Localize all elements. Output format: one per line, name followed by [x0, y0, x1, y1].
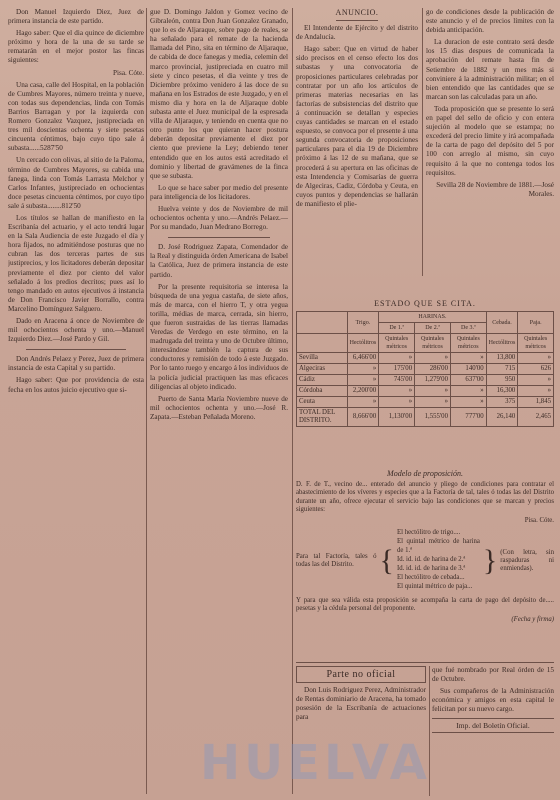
announcement-text: Hago saber: Que en virtud de haber sido precisos en el censo efecto los dos subastas y una convocatoria de proposiciones particulares celebradas por contratar por un año los artículos de primeras materias necesarias en las factorías de subsistencias del distrito que á continuación se detallan y especies cuyas cantidades se marcan en el estado espuesto, se convoca por el presente á una segunda convocatoria de proposiciones particulares para el dia 19 de Diciembre próximo á las 12 de su mañana, que se procederá á su apertura en las oficinas de esta Intendencia y Comisarías de guerra de Algeciras, Cadiz, Córdoba y Ceuta, en cuyos puntos y dependencias se hallarán de manifiesto el plie- — [296, 45, 418, 208]
table-cell: » — [518, 386, 554, 397]
table-cell: » — [379, 353, 415, 364]
unofficial-text: Don Luis Rodriguez Perez, Administrador de Rentas dominiario de Aracena, ha tomado posesión de la Escribanía de actuaciones para — [296, 686, 426, 721]
table-cell: 637'00 — [450, 375, 486, 386]
table-cell: » — [379, 397, 415, 408]
separator — [168, 237, 270, 238]
edict2-text: Hago saber: Que por providencia de esta fecha en los autos juicio ejecutivo que si- — [8, 376, 144, 394]
row-label: Córdoba — [297, 386, 348, 397]
property-field: Un cercado con olivas, al sitio de la Paloma, término de Cumbres Mayores, su cabida una fanega, linda con Tomás Larrasta Melchor y Carlos Infantes, justipreciado en ochocientas doce pesetas cincuenta céntimos, por cuyo tipo sale á subasta........812'50 — [8, 156, 144, 210]
edict-text: Hago saber: Que el dia quince de diciembre próximo y hora de la una de su tarde se rematarán en el mejor postor las fincas siguientes: — [8, 29, 144, 65]
table-cell: 175'00 — [379, 364, 415, 375]
announcement-continued: go de condiciones desde la publicación de este anuncio y el de precios límites con la debida anticipación. — [426, 8, 554, 35]
edict2-continued: gue D. Domingo Jaldon y Gomez vecino de Gibraleón, contra Don Juan Gonzalez Granado, que lo es de Aljaraque, sobre pago de reales, se ha señalado para el remate de la hacienda llamada del Pino, sita en término de Aljaraque, de cabida de doce fanegas y media, celemin del marco provincial, justipreciada en cuatro mil siete y cinco pesetas, el dia veinte y tres de Diciembre próximo venidero á las doce de su mañana en los Estrados de este Juzgado, y en el mismo dia y hora en la de Aljaraque doble subasta ante el Juez municipal de la espresada villa de Aljaraque, y teniendo en cuenta que no otro punto los que quieran hacer postura deberán depositar previamente el diez por ciento que previene la Ley; debiendo tener entendido que en los autos está acreditado el dominio y libertad de gravámenes de la finca que se subasta. — [150, 8, 288, 180]
table-cell: 1,279'00 — [415, 375, 451, 386]
price-list-note: (Con letra, sin raspaduras ni enmiendas). — [500, 548, 554, 573]
table-cell: 950 — [486, 375, 518, 386]
brace-glyph: { — [379, 543, 394, 577]
table-cell: 13,800 — [486, 353, 518, 364]
table-cell: 626 — [518, 364, 554, 375]
edict2-heading: Don Andrés Pelaez y Perez, Juez de primera instancia de esta Capital y su partido. — [8, 355, 144, 373]
table-header-cell: Paja. — [518, 312, 554, 334]
table-subheader-cell — [297, 334, 348, 353]
table-cell: » — [518, 375, 554, 386]
table-cell: » — [347, 375, 379, 386]
table-subheader-cell: Hectólitros — [347, 334, 379, 353]
column-divider — [422, 8, 423, 276]
price-list — [296, 529, 554, 592]
table-row — [297, 375, 554, 386]
edict-conditions: Los títulos se hallan de manifiesto en la Escribanía del actuario, y el acto tendrá lugar en la Sala Audiencia de este Juzgado el día y hora fijados, no admitiéndose posturas que no cubran las dos terceras partes de sus justiprecios, y los licitadores deberán depositar previamente el diez por ciento del valor señalado á los predios decritos; pues así lo tengo mandado en autos ejecutivos á instancia de Don Francisco Javier Borrallo, contra Marcelino Domínguez Salguero. — [8, 213, 144, 313]
table-header-cell: De 3.ª — [450, 323, 486, 334]
row-label: Ceuta — [297, 397, 348, 408]
table-subheader-cell: Quintales métricos — [415, 334, 451, 353]
model-signature: (Fecha y firma) — [511, 616, 554, 624]
stamp-note: Pisa. Cóte. — [113, 68, 144, 77]
column-divider — [292, 8, 293, 794]
table-cell: 140'00 — [450, 364, 486, 375]
model-title: Modelo de proposición. — [387, 469, 463, 478]
table-total-row — [297, 408, 554, 427]
table-title: ESTADO QUE SE CITA. — [374, 299, 476, 308]
price-item: Id. id. id. de harina de 3.ª — [396, 565, 466, 573]
table-subheader-cell: Quintales métricos — [518, 334, 554, 353]
table-cell: » — [415, 386, 451, 397]
separator — [26, 349, 126, 350]
edict2-signature: Huelva veinte y dos de Noviembre de mil ochocientos ochenta y uno.—Andrés Pelaez.—Por su mandado, Juan Medrano Borrego. — [150, 204, 288, 232]
table-subheader-cell: Quintales métricos — [450, 334, 486, 353]
model-place: Pisa. Cóte. — [524, 517, 554, 525]
table-subheader-cell: Quintales métricos — [379, 334, 415, 353]
price-list-scope: Para tal Factoría, tales ó todas las del Distrito. — [296, 552, 377, 568]
column-1 — [8, 8, 144, 798]
column-divider — [146, 8, 147, 794]
table-row — [297, 397, 554, 408]
unofficial-heading: Parte no oficial — [296, 666, 426, 683]
proposal-model — [296, 470, 554, 660]
column-4 — [426, 8, 554, 276]
requisition-signature: Puerto de Santa María Noviembre nueve de mil ochocientos ochenta y uno.—José R. Zapata.—Esteban Peñalada Moreno. — [150, 394, 288, 421]
table-cell: » — [379, 386, 415, 397]
table-cell: 6,466'00 — [347, 353, 379, 364]
table-cell: » — [415, 397, 451, 408]
printer-imprint: Imp. del Boletín Oficial. — [432, 718, 554, 733]
table-cell: 2,200'00 — [347, 386, 379, 397]
row-label: Algeciras — [297, 364, 348, 375]
total-cell: 8,666'00 — [347, 408, 379, 427]
model-deposit: Y para que sea válida esta proposición se acompaña la carta de pago del depósito de..... pesetas y la cédula personal del proponente. — [296, 596, 554, 612]
table-header-cell: Trigo. — [347, 312, 379, 334]
table-cell: » — [347, 364, 379, 375]
table-row — [297, 353, 554, 364]
table-header-cell: De 1.ª — [379, 323, 415, 334]
proposal-rules: Toda proposición que se presente lo será en papel del sello de oficio y con entera sujeción al modelo que se estampa; no excederá del precio límite y irá acompañada de la carta de pago del depósito del 5 por 100 con arreglo al mismo, sin cuyo requisito á la que no contenga todos los requisitos. — [426, 104, 554, 177]
column-3 — [296, 8, 418, 276]
edict-heading: Don Manuel Izquierdo Diez, Juez de primera instancia de este partido. — [8, 8, 144, 26]
total-cell: 2,465 — [518, 408, 554, 427]
unofficial-text-cont: que fué nombrado por Real órden de 15 de Octubre. — [432, 666, 554, 683]
table-cell: 16,300 — [486, 386, 518, 397]
brace-glyph: } — [482, 543, 498, 577]
table-cell: » — [450, 353, 486, 364]
requisition-text: Por la presente requisitoria se interesa la búsqueda de una yegua castaña, de siete años, más de marca, con el hierro T, y otra yegua torilla, médias de marca, cerrada, sin hierro, que fueron sustraidas de las tierras llamadas Veredas de Verdego en este término, en la madrugada del treinta y uno de Octubre último, interesándose también la captura de sus conductores y remisión de todo á este Juzgado. Por lo tanto ruego y encargo á los individuos de la policía judicial practiquen las mas eficaces diligencias al objeto indicado. — [150, 282, 288, 391]
total-cell: 26,140 — [486, 408, 518, 427]
property-house: Una casa, calle del Hospital, en la población de Cumbres Mayores, número treinta y nueve, con todas sus dependencias, linda con Tomás Barrios Barragan y por la izquierda con Romero Gonzalez Vazquez, justipreciada en tres mil doscientas ochenta y siete pesetas cincuenta céntimos, bajo cuyo tipo sale á subasta......5287'50 — [8, 80, 144, 153]
announcement-heading: ANUNCIO. — [335, 8, 379, 17]
supply-table — [296, 311, 554, 427]
contract-duration: La duracion de este contrato será desde los 15 dias despues de comunicada la aprobación del remate hasta fin de Setiembre de 1882 y un mes más si conviniere á la administración militar; en el bien entendido que las cantidades que se marcan son las calculadas para un año. — [426, 38, 554, 101]
price-item: El hectólitro de cebada... — [396, 574, 465, 582]
total-cell: 1,130'00 — [379, 408, 415, 427]
table-header-cell: Cebada. — [486, 312, 518, 334]
table-header-cell — [297, 312, 348, 334]
column-2 — [150, 8, 288, 798]
row-label: Sevilla — [297, 353, 348, 364]
row-label: Cádiz — [297, 375, 348, 386]
price-item: El quintal métrico de harina de 1.ª — [396, 538, 480, 554]
total-cell: 1,555'00 — [415, 408, 451, 427]
table-header-cell: De 2.ª — [415, 323, 451, 334]
price-item: El hectólitro de trigo.... — [396, 529, 461, 537]
unofficial-congrats: Sus compañeros de la Administración económica y amigos en esta capital le felicitan por su nuevo cargo. — [432, 687, 554, 713]
edict-signature: Dado en Aracena á once de Noviembre de mil ochocientos ochenta y uno.—Manuel Izquierdo Diez.—José Pardo y Gil. — [8, 317, 144, 344]
edict2-notice: Lo que se hace saber por medio del presente para inteligencia de los licitadores. — [150, 183, 288, 201]
announcement-signature: Sevilla 28 de Noviembre de 1881.—José Morales. — [436, 180, 554, 198]
model-text: D. F. de T., vecino de... enterado del anuncio y pliego de condiciones para contratar el abastecimiento de los víveres y especies que a la Factoría de tal, tales ó todas las del Distrito durante un año, ofrece ejecutar el servicio bajo las condiciones que se marcan y precios siguientes: — [296, 481, 554, 513]
table-subheader-cell: Hectólitros — [486, 334, 518, 353]
library-watermark: HUELVA — [200, 735, 431, 791]
table-cell: 745'00 — [379, 375, 415, 386]
price-item: El quintal métrico de paja... — [396, 583, 473, 591]
table-cell: » — [450, 386, 486, 397]
table-cell: » — [518, 353, 554, 364]
table-cell: 375 — [486, 397, 518, 408]
amount-field: 812'50 — [61, 201, 81, 210]
table-cell: 1,845 — [518, 397, 554, 408]
total-cell: 777'00 — [450, 408, 486, 427]
table-row — [297, 364, 554, 375]
announcement-authority: El Intendente de Ejército y del distrito de Andalucía. — [296, 24, 418, 42]
table-cell: » — [415, 353, 451, 364]
table-cell: 286'00 — [415, 364, 451, 375]
requisition-heading: D. José Rodriguez Zapata, Comendador de la Real y distinguida órden Americana de Isabel la Católica, Juez de primera instancia de este partido. — [150, 243, 288, 279]
price-item: Id. id. id. de harina de 2.ª — [396, 555, 466, 563]
table-cell: » — [450, 397, 486, 408]
separator — [336, 20, 378, 21]
section-rule — [296, 662, 554, 663]
amount-house: 5287'50 — [39, 144, 63, 153]
total-label: TOTAL DEL DISTRITO. — [297, 408, 348, 427]
table-cell: 715 — [486, 364, 518, 375]
price-items — [397, 529, 480, 592]
table-cell: » — [347, 397, 379, 408]
table-row — [297, 386, 554, 397]
table-group-header: HARINAS. — [379, 312, 486, 323]
table-body — [297, 353, 554, 408]
